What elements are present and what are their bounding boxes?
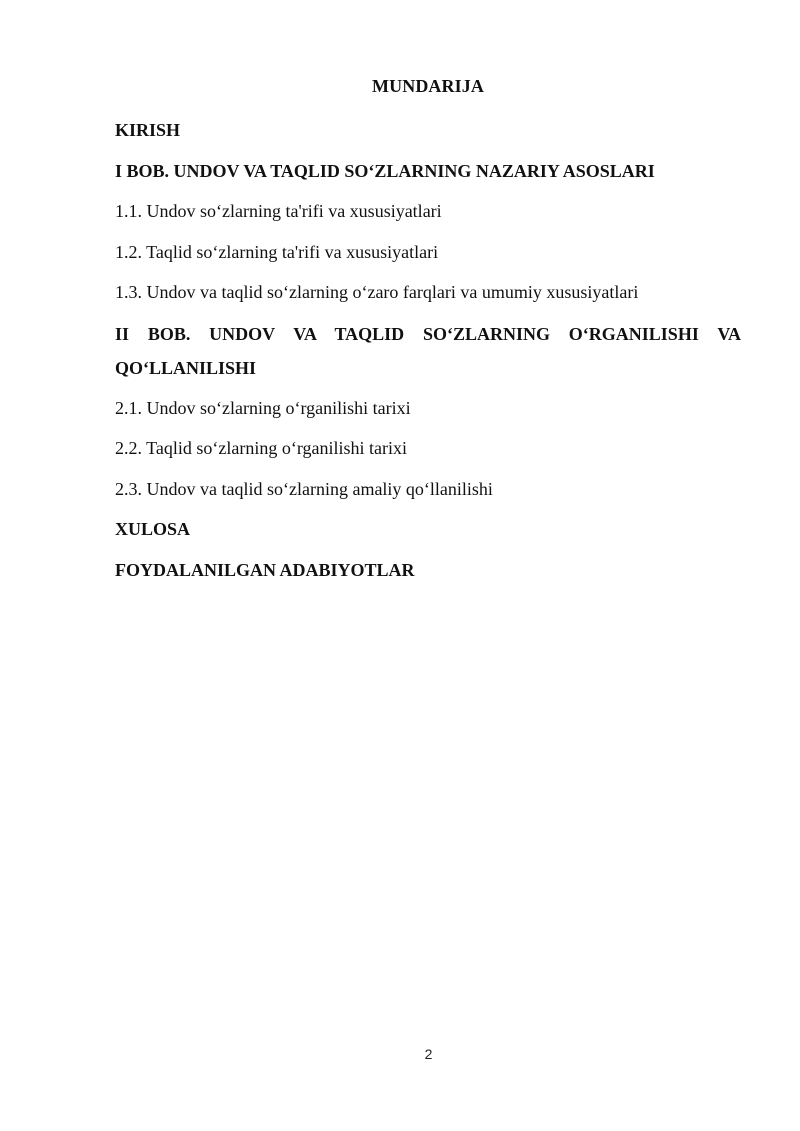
toc-entry-kirish: KIRISH — [115, 120, 181, 140]
table-of-contents — [115, 117, 741, 597]
toc-entry-section-2-3: 2.3. Undov va taqlid so‘zlarning amaliy qo‘llanilishi — [115, 478, 493, 499]
toc-title: MUNDARIJA — [372, 76, 484, 96]
toc-entry-section-1-3: 1.3. Undov va taqlid so‘zlarning o‘zaro farqlari va umumiy xususiyatlari — [115, 282, 639, 302]
toc-entry-section-2-1: 2.1. Undov so‘zlarning o‘rganilishi tarixi — [115, 397, 411, 418]
toc-entry-chapter-1: I BOB. UNDOV VA TAQLID SO‘ZLARNING NAZARIY ASOSLARI — [115, 160, 655, 181]
toc-entry-foydalanilgan-adabiyotlar: FOYDALANILGAN ADABIYOTLAR — [115, 559, 415, 580]
toc-entry-section-1-2: 1.2. Taqlid so‘zlarning ta'rifi va xususiyatlari — [115, 241, 439, 262]
toc-entry-section-2-2: 2.2. Taqlid so‘zlarning o‘rganilishi tarixi — [115, 438, 408, 458]
toc-entry-chapter-2 — [115, 317, 741, 385]
toc-entry-chapter-2-line-2: QO‘LLANILISHI — [115, 357, 257, 378]
toc-entry-chapter-2-line-1: II BOB. UNDOV VA TAQLID SO‘ZLARNING O‘RGANILISHI VA — [115, 323, 741, 344]
toc-entry-xulosa: XULOSA — [115, 519, 191, 539]
page-number: 2 — [424, 1046, 433, 1062]
toc-entry-section-1-1: 1.1. Undov so‘zlarning ta'rifi va xususiyatlari — [115, 201, 442, 221]
